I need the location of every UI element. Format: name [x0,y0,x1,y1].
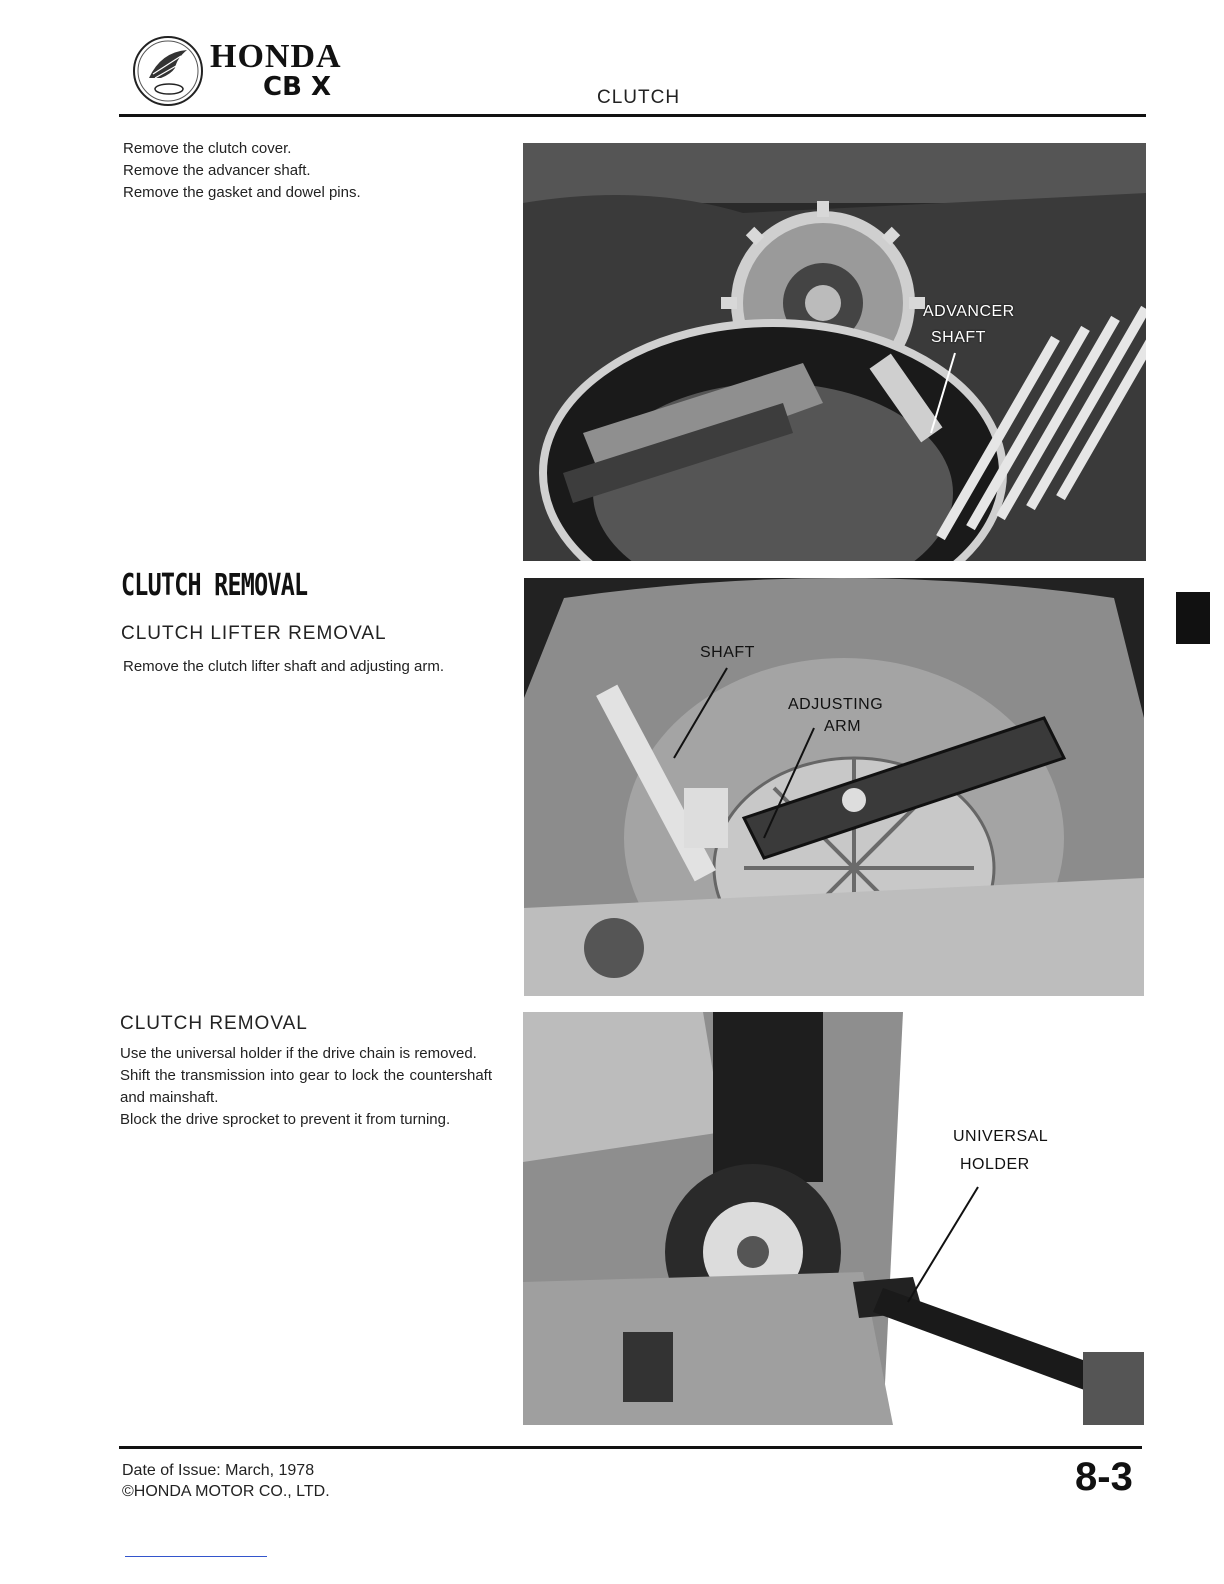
label-holder: HOLDER [960,1156,1030,1173]
underline-mark [125,1556,267,1557]
label-advancer: ADVANCER [923,303,1015,320]
instruction-line: Use the universal holder if the drive chain is removed. [120,1045,477,1062]
honda-wing-logo [131,34,205,108]
issue-date: Date of Issue: March, 1978 [122,1462,315,1479]
photo-universal-holder [523,1012,1144,1425]
lifter-instructions: Remove the clutch lifter shaft and adjusting arm. [123,658,444,675]
clutch-removal-instructions [120,1043,492,1131]
label-universal: UNIVERSAL [953,1128,1049,1145]
subheading-clutch-removal: CLUTCH REMOVAL [120,1013,308,1034]
brand-name: HONDA [210,38,342,75]
page-number: 8-3 [1075,1455,1133,1499]
photo-lifter-shaft [524,578,1144,996]
section-title: CLUTCH [597,87,681,108]
model-name: CB X [263,72,331,102]
header-rule [119,114,1146,117]
label-adjusting: ADJUSTING [788,696,884,713]
instruction-line: Block the drive sprocket to prevent it from turning. [120,1111,451,1128]
instruction-line: Remove the gasket and dowel pins. [123,184,361,201]
footer-rule [119,1446,1142,1449]
copyright: ©HONDA MOTOR CO., LTD. [122,1483,330,1500]
main-heading: CLUTCH REMOVAL [121,568,308,603]
section-thumb-tab [1176,592,1210,644]
subheading-lifter-removal: CLUTCH LIFTER REMOVAL [121,623,387,644]
label-shaft: SHAFT [700,644,755,661]
label-shaft: SHAFT [931,329,986,346]
instruction-line: Remove the advancer shaft. [123,162,311,179]
intro-instructions [123,138,503,204]
footer-info [122,1460,330,1502]
instruction-line: Remove the clutch cover. [123,140,292,157]
instruction-line: Shift the transmission into gear to lock the countershaft and mainshaft. [120,1067,492,1106]
label-arm: ARM [824,718,862,735]
photo-advancer-shaft [523,143,1146,561]
